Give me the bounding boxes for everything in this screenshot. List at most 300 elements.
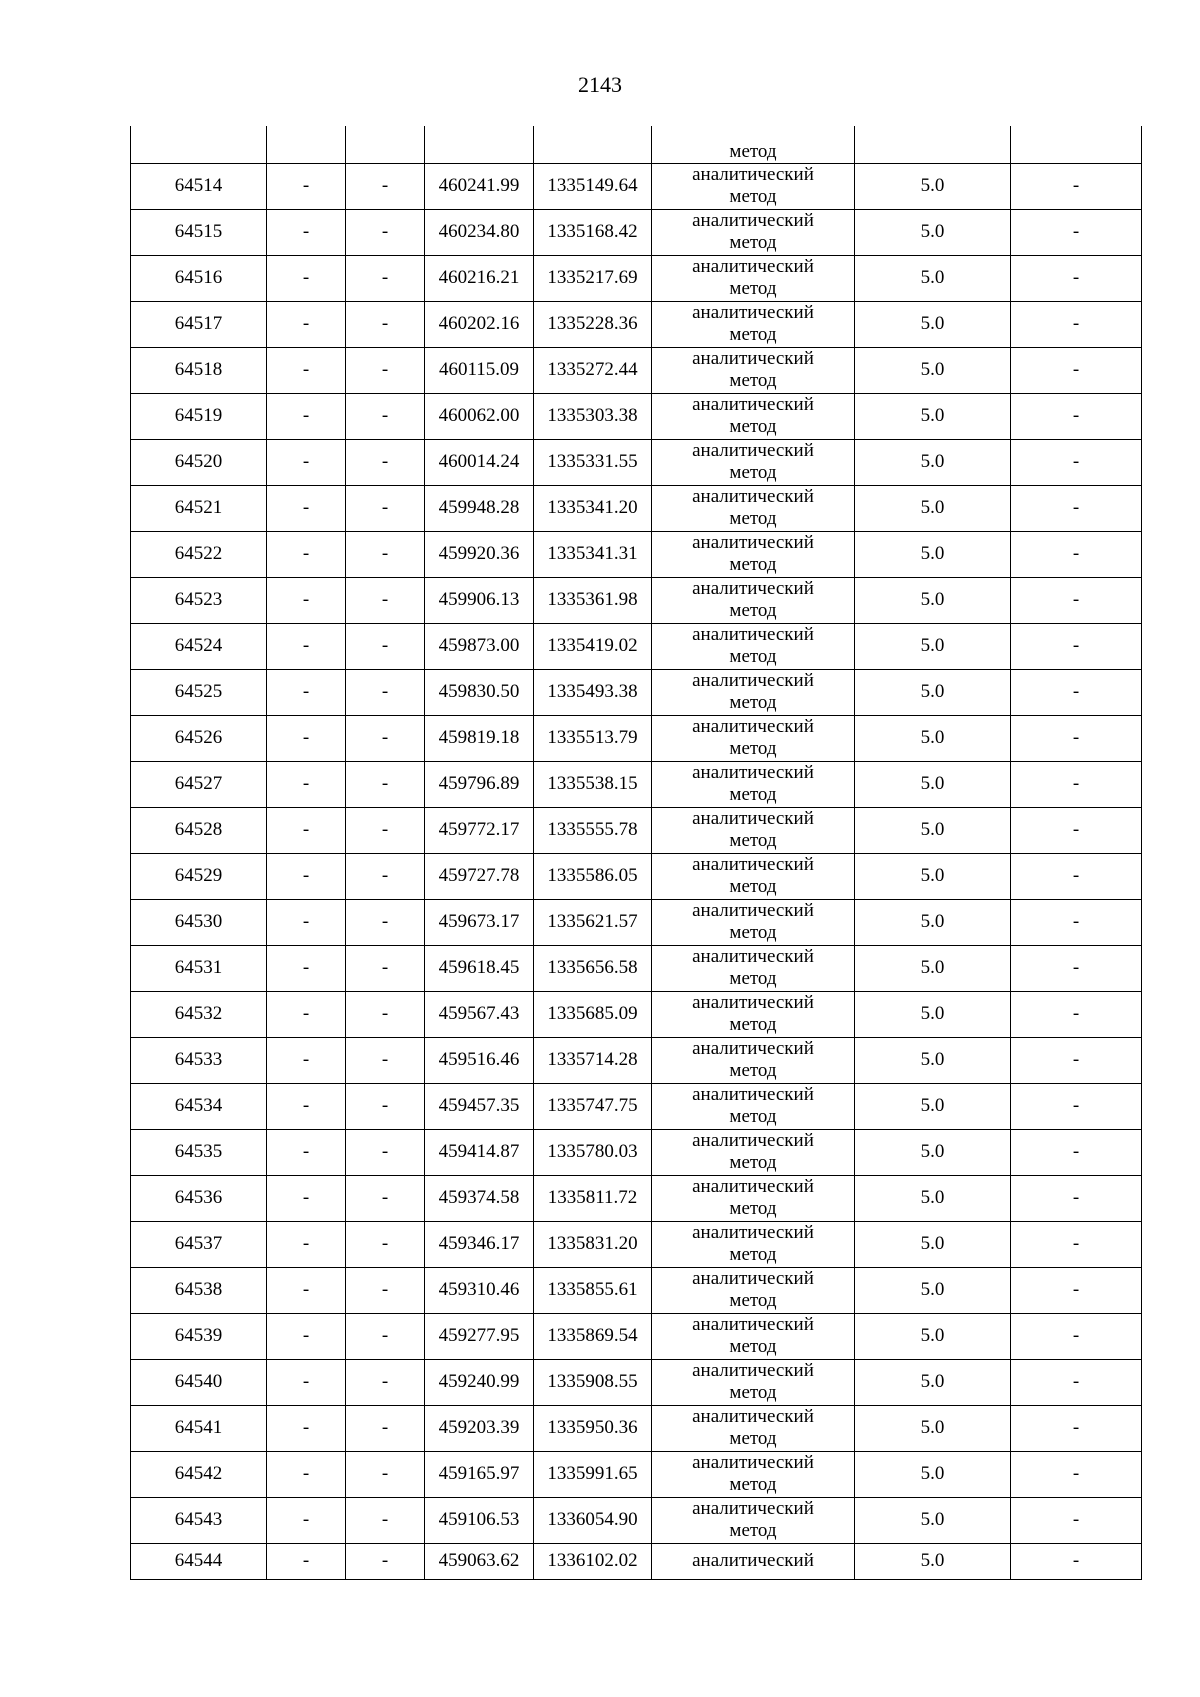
note-cell: -: [1011, 1083, 1142, 1129]
method-line-2: метод: [729, 1520, 777, 1541]
method-line-2: метод: [729, 1290, 777, 1311]
dash-cell: -: [346, 1497, 425, 1543]
y-coordinate-cell: 1335217.69: [534, 255, 652, 301]
dash-cell: -: [267, 439, 346, 485]
table-row: [131, 439, 1142, 485]
accuracy-cell: 5.0: [855, 301, 1011, 347]
point-id-cell: 64530: [131, 899, 267, 945]
note-cell: -: [1011, 623, 1142, 669]
y-coordinate-cell: 1335908.55: [534, 1359, 652, 1405]
note-cell: -: [1011, 761, 1142, 807]
x-coordinate-cell: 459346.17: [425, 1221, 534, 1267]
table-row: [131, 577, 1142, 623]
table-cell-empty: [131, 126, 267, 163]
y-coordinate-cell: 1335950.36: [534, 1405, 652, 1451]
table-cell-empty: [534, 126, 652, 163]
note-cell: -: [1011, 853, 1142, 899]
accuracy-cell: 5.0: [855, 853, 1011, 899]
table-row: [131, 347, 1142, 393]
method-line-1: аналитический: [692, 486, 814, 507]
point-id-cell: 64532: [131, 991, 267, 1037]
method-line-2: метод: [729, 1382, 777, 1403]
accuracy-cell: 5.0: [855, 899, 1011, 945]
x-coordinate-cell: 459567.43: [425, 991, 534, 1037]
method-line-1: аналитический: [692, 992, 814, 1013]
method-cell: [652, 1129, 855, 1175]
y-coordinate-cell: 1335538.15: [534, 761, 652, 807]
method-line-1: аналитический: [692, 532, 814, 553]
table-cell-empty: [425, 126, 534, 163]
x-coordinate-cell: 459618.45: [425, 945, 534, 991]
method-line-1: аналитический: [692, 1176, 814, 1197]
dash-cell: -: [267, 807, 346, 853]
method-line-2: метод: [729, 416, 777, 437]
accuracy-cell: 5.0: [855, 715, 1011, 761]
note-cell: -: [1011, 1359, 1142, 1405]
method-line-1: аналитический: [692, 1498, 814, 1519]
dash-cell: -: [346, 899, 425, 945]
dash-cell: -: [267, 347, 346, 393]
method-line-2: метод: [729, 1428, 777, 1449]
method-line-2: метод: [729, 1336, 777, 1357]
method-cell: [652, 1405, 855, 1451]
method-line-2: метод: [729, 692, 777, 713]
dash-cell: -: [267, 163, 346, 209]
method-line-1: аналитический: [692, 716, 814, 737]
method-cell: [652, 1037, 855, 1083]
dash-cell: -: [346, 761, 425, 807]
method-line-2: метод: [729, 324, 777, 345]
dash-cell: -: [267, 1221, 346, 1267]
point-id-cell: 64544: [131, 1543, 267, 1579]
note-cell: -: [1011, 991, 1142, 1037]
dash-cell: -: [267, 1083, 346, 1129]
method-line-1: аналитический: [692, 854, 814, 875]
dash-cell: -: [267, 1543, 346, 1579]
note-cell: -: [1011, 393, 1142, 439]
x-coordinate-cell: 459457.35: [425, 1083, 534, 1129]
method-line-2: метод: [729, 1014, 777, 1035]
dash-cell: -: [267, 531, 346, 577]
accuracy-cell: 5.0: [855, 347, 1011, 393]
method-line-1: аналитический: [692, 1268, 814, 1289]
x-coordinate-cell: 459310.46: [425, 1267, 534, 1313]
y-coordinate-cell: 1335419.02: [534, 623, 652, 669]
dash-cell: -: [346, 807, 425, 853]
x-coordinate-cell: 459948.28: [425, 485, 534, 531]
y-coordinate-cell: 1336054.90: [534, 1497, 652, 1543]
table-row: [131, 301, 1142, 347]
dash-cell: -: [346, 853, 425, 899]
note-cell: -: [1011, 1221, 1142, 1267]
x-coordinate-cell: 459374.58: [425, 1175, 534, 1221]
method-cell: [652, 853, 855, 899]
method-cell: [652, 807, 855, 853]
note-cell: -: [1011, 485, 1142, 531]
y-coordinate-cell: 1335855.61: [534, 1267, 652, 1313]
x-coordinate-cell: 459106.53: [425, 1497, 534, 1543]
x-coordinate-cell: 460216.21: [425, 255, 534, 301]
dash-cell: -: [267, 255, 346, 301]
y-coordinate-cell: 1335586.05: [534, 853, 652, 899]
point-id-cell: 64535: [131, 1129, 267, 1175]
table-cell-empty: [1011, 126, 1142, 163]
accuracy-cell: 5.0: [855, 1037, 1011, 1083]
accuracy-cell: 5.0: [855, 1497, 1011, 1543]
dash-cell: -: [267, 623, 346, 669]
method-line-2: метод: [729, 370, 777, 391]
method-line-1: аналитический: [692, 762, 814, 783]
point-id-cell: 64526: [131, 715, 267, 761]
point-id-cell: 64525: [131, 669, 267, 715]
method-line-1: аналитический: [692, 900, 814, 921]
method-line-1: аналитический: [692, 1406, 814, 1427]
method-line-1: аналитический: [692, 578, 814, 599]
x-coordinate-cell: 460202.16: [425, 301, 534, 347]
method-line-2: метод: [729, 554, 777, 575]
dash-cell: -: [346, 531, 425, 577]
note-cell: -: [1011, 439, 1142, 485]
note-cell: -: [1011, 1451, 1142, 1497]
note-cell: -: [1011, 1175, 1142, 1221]
method-line-1: аналитический: [692, 164, 814, 185]
method-cell: метод: [652, 126, 855, 163]
method-cell: [652, 1313, 855, 1359]
table-row: [131, 623, 1142, 669]
point-id-cell: 64522: [131, 531, 267, 577]
accuracy-cell: 5.0: [855, 1175, 1011, 1221]
point-id-cell: 64528: [131, 807, 267, 853]
dash-cell: -: [346, 1175, 425, 1221]
dash-cell: -: [346, 1451, 425, 1497]
accuracy-cell: 5.0: [855, 531, 1011, 577]
dash-cell: -: [267, 1359, 346, 1405]
dash-cell: -: [267, 1175, 346, 1221]
accuracy-cell: 5.0: [855, 623, 1011, 669]
y-coordinate-cell: 1335361.98: [534, 577, 652, 623]
method-line-2: метод: [729, 186, 777, 207]
method-cell: [652, 393, 855, 439]
dash-cell: -: [346, 1129, 425, 1175]
table-body: [131, 126, 1142, 1579]
dash-cell: -: [346, 669, 425, 715]
note-cell: -: [1011, 669, 1142, 715]
point-id-cell: 64543: [131, 1497, 267, 1543]
y-coordinate-cell: 1335168.42: [534, 209, 652, 255]
method-line-2: метод: [729, 1060, 777, 1081]
dash-cell: -: [267, 669, 346, 715]
dash-cell: -: [267, 1497, 346, 1543]
point-id-cell: 64514: [131, 163, 267, 209]
y-coordinate-cell: 1335513.79: [534, 715, 652, 761]
point-id-cell: 64518: [131, 347, 267, 393]
method-line-2: метод: [729, 600, 777, 621]
point-id-cell: 64524: [131, 623, 267, 669]
y-coordinate-cell: 1335341.20: [534, 485, 652, 531]
accuracy-cell: 5.0: [855, 1543, 1011, 1579]
table-row: [131, 715, 1142, 761]
method-line-2: метод: [729, 232, 777, 253]
dash-cell: -: [267, 991, 346, 1037]
table-cell-empty: [855, 126, 1011, 163]
method-cell: [652, 991, 855, 1037]
dash-cell: -: [267, 1267, 346, 1313]
table-row: [131, 1543, 1142, 1579]
accuracy-cell: 5.0: [855, 669, 1011, 715]
method-line-2: метод: [729, 1244, 777, 1265]
method-line-2: метод: [729, 1198, 777, 1219]
dash-cell: -: [346, 1083, 425, 1129]
accuracy-cell: 5.0: [855, 255, 1011, 301]
dash-cell: -: [267, 899, 346, 945]
dash-cell: -: [346, 1359, 425, 1405]
x-coordinate-cell: 459203.39: [425, 1405, 534, 1451]
x-coordinate-cell: 460241.99: [425, 163, 534, 209]
accuracy-cell: 5.0: [855, 1359, 1011, 1405]
accuracy-cell: 5.0: [855, 807, 1011, 853]
table-row: [131, 393, 1142, 439]
note-cell: -: [1011, 715, 1142, 761]
x-coordinate-cell: 459240.99: [425, 1359, 534, 1405]
method-cell: [652, 1497, 855, 1543]
table-row: [131, 991, 1142, 1037]
y-coordinate-cell: 1335341.31: [534, 531, 652, 577]
table-cell-empty: [267, 126, 346, 163]
method-line-1: аналитический: [692, 394, 814, 415]
x-coordinate-cell: 459830.50: [425, 669, 534, 715]
y-coordinate-cell: 1335714.28: [534, 1037, 652, 1083]
method-line-2: метод: [729, 646, 777, 667]
method-cell: [652, 945, 855, 991]
dash-cell: -: [346, 1267, 425, 1313]
method-line-1: аналитический: [692, 1222, 814, 1243]
method-cell: [652, 439, 855, 485]
dash-cell: -: [346, 623, 425, 669]
y-coordinate-cell: 1335747.75: [534, 1083, 652, 1129]
y-coordinate-cell: 1335493.38: [534, 669, 652, 715]
method-line-1: аналитический: [692, 440, 814, 461]
method-cell: [652, 761, 855, 807]
method-line-1: аналитический: [692, 1084, 814, 1105]
accuracy-cell: 5.0: [855, 209, 1011, 255]
table-cell-empty: [346, 126, 425, 163]
accuracy-cell: 5.0: [855, 393, 1011, 439]
y-coordinate-cell: 1335272.44: [534, 347, 652, 393]
note-cell: -: [1011, 807, 1142, 853]
method-line-1: аналитический: [692, 624, 814, 645]
method-line-1: аналитический: [692, 210, 814, 231]
method-cell: [652, 1451, 855, 1497]
method-line-1: аналитический: [692, 1130, 814, 1151]
method-cell: [652, 577, 855, 623]
accuracy-cell: 5.0: [855, 1083, 1011, 1129]
method-line-1: аналитический: [692, 670, 814, 691]
method-line-2: метод: [729, 968, 777, 989]
accuracy-cell: 5.0: [855, 485, 1011, 531]
accuracy-cell: 5.0: [855, 577, 1011, 623]
dash-cell: -: [346, 439, 425, 485]
method-cell: [652, 1083, 855, 1129]
y-coordinate-cell: 1336102.02: [534, 1543, 652, 1579]
y-coordinate-cell: 1335331.55: [534, 439, 652, 485]
point-id-cell: 64539: [131, 1313, 267, 1359]
method-cell: [652, 301, 855, 347]
point-id-cell: 64519: [131, 393, 267, 439]
table-row: [131, 1313, 1142, 1359]
x-coordinate-cell: 459414.87: [425, 1129, 534, 1175]
method-cell: [652, 531, 855, 577]
note-cell: -: [1011, 347, 1142, 393]
method-line-1: аналитический: [692, 1360, 814, 1381]
dash-cell: -: [346, 1313, 425, 1359]
point-id-cell: 64533: [131, 1037, 267, 1083]
method-line-1: аналитический: [692, 348, 814, 369]
point-id-cell: 64538: [131, 1267, 267, 1313]
x-coordinate-cell: 459673.17: [425, 899, 534, 945]
y-coordinate-cell: 1335869.54: [534, 1313, 652, 1359]
dash-cell: -: [267, 1037, 346, 1083]
table-row: [131, 945, 1142, 991]
point-id-cell: 64541: [131, 1405, 267, 1451]
x-coordinate-cell: 459772.17: [425, 807, 534, 853]
method-line-2: метод: [729, 784, 777, 805]
table-row: [131, 1129, 1142, 1175]
table-row: [131, 485, 1142, 531]
accuracy-cell: 5.0: [855, 761, 1011, 807]
dash-cell: -: [346, 393, 425, 439]
x-coordinate-cell: 459277.95: [425, 1313, 534, 1359]
coordinates-table: [130, 126, 1142, 1580]
x-coordinate-cell: 460115.09: [425, 347, 534, 393]
dash-cell: -: [267, 761, 346, 807]
method-line-2: метод: [729, 876, 777, 897]
y-coordinate-cell: 1335621.57: [534, 899, 652, 945]
method-line-1: аналитический: [692, 1452, 814, 1473]
dash-cell: -: [267, 1313, 346, 1359]
method-line-2: метод: [729, 1152, 777, 1173]
dash-cell: -: [346, 255, 425, 301]
page-number: 2143: [578, 72, 622, 97]
method-cell: [652, 1267, 855, 1313]
note-cell: -: [1011, 1405, 1142, 1451]
method-cell: [652, 899, 855, 945]
method-cell: [652, 1221, 855, 1267]
y-coordinate-cell: 1335656.58: [534, 945, 652, 991]
note-cell: -: [1011, 531, 1142, 577]
note-cell: -: [1011, 899, 1142, 945]
accuracy-cell: 5.0: [855, 945, 1011, 991]
dash-cell: -: [346, 301, 425, 347]
method-line-2: метод: [729, 1106, 777, 1127]
table-row: [131, 209, 1142, 255]
y-coordinate-cell: 1335228.36: [534, 301, 652, 347]
note-cell: -: [1011, 209, 1142, 255]
x-coordinate-cell: 459727.78: [425, 853, 534, 899]
accuracy-cell: 5.0: [855, 163, 1011, 209]
method-cell: [652, 1175, 855, 1221]
note-cell: -: [1011, 163, 1142, 209]
x-coordinate-cell: 459796.89: [425, 761, 534, 807]
x-coordinate-cell: 459165.97: [425, 1451, 534, 1497]
note-cell: -: [1011, 1497, 1142, 1543]
method-cell: [652, 485, 855, 531]
table-row: [131, 531, 1142, 577]
accuracy-cell: 5.0: [855, 1267, 1011, 1313]
note-cell: -: [1011, 1037, 1142, 1083]
method-line-2: метод: [729, 738, 777, 759]
table-row: [131, 1221, 1142, 1267]
method-line-1: аналитический: [692, 1314, 814, 1335]
dash-cell: -: [346, 163, 425, 209]
table-row: [131, 761, 1142, 807]
note-cell: -: [1011, 1313, 1142, 1359]
method-cell: [652, 715, 855, 761]
point-id-cell: 64520: [131, 439, 267, 485]
method-line-1: аналитический: [692, 1550, 814, 1571]
dash-cell: -: [346, 715, 425, 761]
dash-cell: -: [346, 991, 425, 1037]
dash-cell: -: [346, 577, 425, 623]
note-cell: -: [1011, 577, 1142, 623]
table-row: [131, 1083, 1142, 1129]
method-cell: [652, 1543, 855, 1579]
table-row: [131, 899, 1142, 945]
accuracy-cell: 5.0: [855, 1313, 1011, 1359]
point-id-cell: 64542: [131, 1451, 267, 1497]
y-coordinate-cell: 1335685.09: [534, 991, 652, 1037]
point-id-cell: 64534: [131, 1083, 267, 1129]
y-coordinate-cell: 1335303.38: [534, 393, 652, 439]
dash-cell: -: [346, 485, 425, 531]
dash-cell: -: [346, 209, 425, 255]
x-coordinate-cell: 459063.62: [425, 1543, 534, 1579]
table-row: [131, 853, 1142, 899]
accuracy-cell: 5.0: [855, 1129, 1011, 1175]
point-id-cell: 64537: [131, 1221, 267, 1267]
dash-cell: -: [267, 301, 346, 347]
table-row: [131, 1451, 1142, 1497]
table-row: [131, 1359, 1142, 1405]
method-line-1: аналитический: [692, 946, 814, 967]
dash-cell: -: [267, 485, 346, 531]
point-id-cell: 64515: [131, 209, 267, 255]
table-row: [131, 163, 1142, 209]
dash-cell: -: [267, 1129, 346, 1175]
method-line-1: аналитический: [692, 1038, 814, 1059]
dash-cell: -: [346, 1221, 425, 1267]
dash-cell: -: [267, 853, 346, 899]
dash-cell: -: [346, 1543, 425, 1579]
dash-cell: -: [267, 715, 346, 761]
method-line-2: метод: [729, 462, 777, 483]
method-line-1: аналитический: [692, 302, 814, 323]
note-cell: -: [1011, 255, 1142, 301]
table-row: [131, 255, 1142, 301]
method-cell: [652, 347, 855, 393]
note-cell: -: [1011, 1129, 1142, 1175]
point-id-cell: 64531: [131, 945, 267, 991]
point-id-cell: 64540: [131, 1359, 267, 1405]
accuracy-cell: 5.0: [855, 1451, 1011, 1497]
x-coordinate-cell: 459873.00: [425, 623, 534, 669]
x-coordinate-cell: 459516.46: [425, 1037, 534, 1083]
method-line-1: аналитический: [692, 256, 814, 277]
dash-cell: -: [267, 209, 346, 255]
dash-cell: -: [346, 347, 425, 393]
x-coordinate-cell: 459906.13: [425, 577, 534, 623]
dash-cell: -: [346, 945, 425, 991]
y-coordinate-cell: 1335991.65: [534, 1451, 652, 1497]
